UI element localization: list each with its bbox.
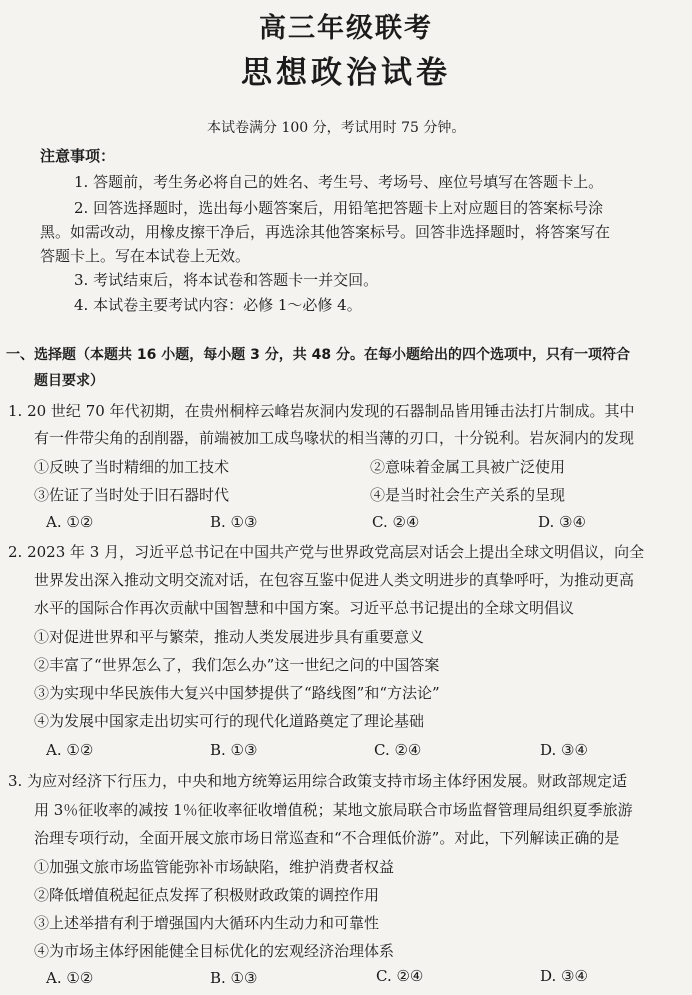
notes-heading: 注意事项： (40, 147, 116, 165)
question-2-stem-line-3: 水平的国际合作再次贡献中国智慧和中国方案。习近平总书记提出的全球文明倡议 (34, 599, 575, 617)
note-item-2-line-2: 黑。如需改动，用橡皮擦干净后，再选涂其他答案标号。回答非选择题时，将答案写在 (40, 223, 611, 241)
note-item-1: 1. 答题前，考生务必将自己的姓名、考生号、考场号、座位号填写在答题卡上。 (74, 173, 604, 191)
question-2-stem-line-2: 世界发出深入推动文明交流对话，在包容互鉴中促进人类文明进步的真挚呼吁，为推动更高 (34, 571, 635, 589)
question-2-statement-1: ①对促进世界和平与繁荣，推动人类发展进步具有重要意义 (34, 628, 425, 646)
question-3-stem-line-3: 治理专项行动，全面开展文旅市场日常巡查和“不合理低价游”。对此，下列解读正确的是 (34, 829, 620, 847)
question-1-statement-3: ③佐证了当时处于旧石器时代 (34, 486, 230, 504)
question-1-option-a: A. ①② (46, 513, 94, 531)
section-heading-line-1: 一、选择题（本题共 16 小题，每小题 3 分，共 48 分。在每小题给出的四个选项中，只有一项符合 (6, 347, 630, 363)
question-3-option-c: C. ②④ (376, 967, 424, 985)
question-2-option-d: D. ③④ (540, 741, 588, 759)
section-heading-line-2: 题目要求） (34, 373, 104, 389)
note-item-2-line-3: 答题卡上。写在本试卷上无效。 (40, 247, 251, 265)
question-2-option-a: A. ①② (46, 741, 94, 759)
note-item-2-line-1: 2. 回答选择题时，选出每小题答案后，用铅笔把答题卡上对应题目的答案标号涂 (74, 199, 604, 217)
question-3-option-a: A. ①② (46, 969, 94, 987)
question-2-option-c: C. ②④ (374, 741, 422, 759)
exam-info: 本试卷满分 100 分，考试用时 75 分钟。 (207, 120, 466, 136)
question-1-stem-line-2: 有一件带尖角的刮削器，前端被加工成鸟喙状的相当薄的刃口，十分锐利。岩灰洞内的发现 (34, 429, 635, 447)
exam-title-subject: 思想政治试卷 (241, 55, 451, 91)
question-3-statement-1: ①加强文旅市场监管能弥补市场缺陷，维护消费者权益 (34, 858, 395, 876)
question-2-statement-4: ④为发展中国家走出切实可行的现代化道路奠定了理论基础 (34, 712, 425, 730)
exam-title-grade: 高三年级联考 (259, 13, 433, 44)
question-1-statement-4: ④是当时社会生产关系的呈现 (370, 486, 566, 504)
question-1-option-c: C. ②④ (372, 513, 420, 531)
question-3-option-b: B. ①③ (210, 969, 258, 987)
question-3-statement-4: ④为市场主体纾困能健全目标优化的宏观经济治理体系 (34, 942, 395, 960)
question-3-statement-2: ②降低增值税起征点发挥了积极财政政策的调控作用 (34, 886, 380, 904)
question-3-stem-line-1: 3. 为应对经济下行压力，中央和地方统筹运用综合政策支持市场主体纾困发展。财政部规定适 (8, 772, 628, 790)
note-item-4: 4. 本试卷主要考试内容：必修 1～必修 4。 (74, 296, 362, 314)
question-1-stem-line-1: 1. 20 世纪 70 年代初期，在贵州桐梓云峰岩灰洞内发现的石器制品皆用锤击法打片制成。其中 (8, 402, 635, 420)
question-1-option-b: B. ①③ (210, 513, 258, 531)
question-2-option-b: B. ①③ (210, 741, 258, 759)
question-3-stem-line-2: 用 3％征收率的减按 1％征收率征收增值税；某地文旅局联合市场监督管理局组织夏季旅游 (34, 801, 633, 819)
note-item-3: 3. 考试结束后，将本试卷和答题卡一并交回。 (74, 271, 379, 289)
question-3-statement-3: ③上述举措有利于增强国内大循环内生动力和可靠性 (34, 914, 380, 932)
question-3-option-d: D. ③④ (540, 967, 588, 985)
question-2-stem-line-1: 2. 2023 年 3 月，习近平总书记在中国共产党与世界政党高层对话会上提出全球文明倡议，向全 (8, 543, 645, 561)
question-1-statement-1: ①反映了当时精细的加工技术 (34, 458, 230, 476)
question-2-statement-2: ②丰富了“世界怎么了，我们怎么办”这一世纪之问的中国答案 (34, 656, 440, 674)
question-1-option-d: D. ③④ (538, 513, 586, 531)
question-1-statement-2: ②意味着金属工具被广泛使用 (370, 458, 566, 476)
question-2-statement-3: ③为实现中华民族伟大复兴中国梦提供了“路线图”和“方法论” (34, 684, 440, 702)
